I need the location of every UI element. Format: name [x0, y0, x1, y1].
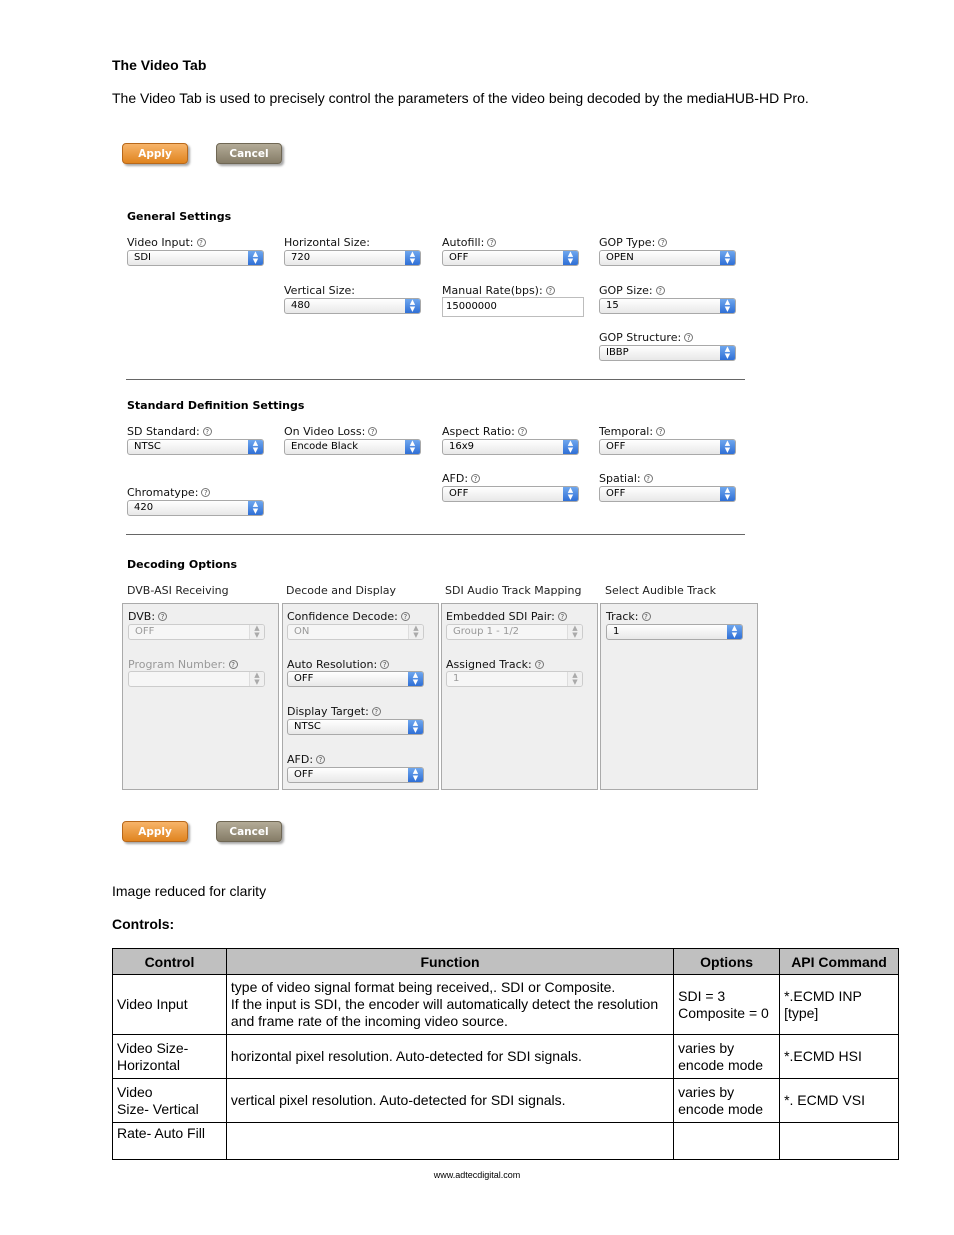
column-select-audible-track: Select Audible Track — [605, 584, 717, 597]
program-number-label: Program Number: ? — [128, 658, 238, 671]
help-icon[interactable]: ? — [229, 660, 238, 669]
gop-type-select[interactable]: OPEN ▲ ▼ — [599, 250, 736, 266]
table-row — [113, 1123, 899, 1160]
general-settings-title: General Settings — [127, 210, 232, 223]
program-number-select[interactable] — [128, 671, 265, 687]
dvb-label: DVB: ? — [128, 610, 167, 623]
cancel-button-top[interactable]: Cancel — [216, 143, 282, 164]
assigned-track-label: Assigned Track: ? — [446, 658, 544, 671]
table-cell: vertical pixel resolution. Auto-detected for SDI signals. — [226, 1079, 673, 1123]
help-icon[interactable]: ? — [372, 707, 381, 716]
header-api-command: API Command — [780, 949, 899, 975]
chromatype-select[interactable]: 420 ▲ ▼ — [127, 500, 264, 516]
help-icon[interactable]: ? — [684, 333, 693, 342]
divider — [126, 379, 745, 380]
updown-arrows-icon: ▲ ▼ — [720, 346, 735, 360]
apply-button-top[interactable]: Apply — [122, 143, 188, 164]
updown-arrows-icon: ▲ ▼ — [249, 625, 264, 639]
updown-arrows-icon: ▲ ▼ — [408, 720, 423, 734]
table-cell: Video Input — [113, 975, 227, 1035]
on-video-loss-label: On Video Loss: ? — [284, 425, 377, 438]
embedded-sdi-pair-label: Embedded SDI Pair: ? — [446, 610, 567, 623]
table-cell: SDI = 3 Composite = 0 — [674, 975, 780, 1035]
table-cell — [674, 1123, 780, 1160]
table-cell: varies by encode mode — [674, 1079, 780, 1123]
help-icon[interactable]: ? — [546, 286, 555, 295]
help-icon[interactable]: ? — [158, 612, 167, 621]
help-icon[interactable]: ? — [368, 427, 377, 436]
sd-settings-title: Standard Definition Settings — [127, 399, 305, 412]
cancel-button-bottom[interactable]: Cancel — [216, 821, 282, 842]
table-row — [113, 1035, 899, 1079]
display-target-select[interactable]: NTSC ▲ ▼ — [287, 719, 424, 735]
help-icon[interactable]: ? — [558, 612, 567, 621]
help-icon[interactable]: ? — [658, 238, 667, 247]
temporal-label: Temporal: ? — [599, 425, 665, 438]
decode-afd-select[interactable]: OFF ▲ ▼ — [287, 767, 424, 783]
track-label: Track: ? — [606, 610, 651, 623]
table-cell: *.ECMD INP [type] — [780, 975, 899, 1035]
table-cell — [780, 1123, 899, 1160]
table-cell: Video Size- Horizontal — [113, 1035, 227, 1079]
sd-standard-select[interactable]: NTSC ▲ ▼ — [127, 439, 264, 455]
assigned-track-select[interactable]: 1 ▲ ▼ — [446, 671, 583, 687]
help-icon[interactable]: ? — [401, 612, 410, 621]
controls-heading: Controls: — [112, 916, 175, 932]
table-row — [113, 1079, 899, 1123]
help-icon[interactable]: ? — [203, 427, 212, 436]
updown-arrows-icon: ▲ ▼ — [720, 251, 735, 265]
updown-arrows-icon: ▲ ▼ — [727, 625, 742, 639]
confidence-decode-select[interactable]: ON ▲ ▼ — [287, 624, 424, 640]
divider — [126, 534, 745, 535]
help-icon[interactable]: ? — [518, 427, 527, 436]
gop-structure-label: GOP Structure: ? — [599, 331, 693, 344]
footer-url: www.adtecdigital.com — [433, 1170, 521, 1180]
help-icon[interactable]: ? — [535, 660, 544, 669]
help-icon[interactable]: ? — [201, 488, 210, 497]
table-cell: varies by encode mode — [674, 1035, 780, 1079]
gop-type-label: GOP Type: ? — [599, 236, 667, 249]
intro-text: The Video Tab is used to precisely control the parameters of the video being decoded by the mediaHUB-HD Pro. — [112, 90, 809, 106]
updown-arrows-icon: ▲ ▼ — [248, 251, 263, 265]
manual-rate-label: Manual Rate(bps): ? — [442, 284, 555, 297]
help-icon[interactable]: ? — [380, 660, 389, 669]
auto-resolution-label: Auto Resolution: ? — [287, 658, 389, 671]
track-select[interactable]: 1 ▲ ▼ — [606, 624, 743, 640]
decode-afd-label: AFD: ? — [287, 753, 325, 766]
display-target-label: Display Target: ? — [287, 705, 381, 718]
help-icon[interactable]: ? — [656, 427, 665, 436]
updown-arrows-icon: ▲ ▼ — [720, 440, 735, 454]
chromatype-label: Chromatype: ? — [127, 486, 210, 499]
vertical-size-label: Vertical Size: — [284, 284, 355, 297]
updown-arrows-icon: ▲ ▼ — [567, 672, 582, 686]
aspect-ratio-label: Aspect Ratio: ? — [442, 425, 527, 438]
on-video-loss-select[interactable]: Encode Black ▲ ▼ — [284, 439, 421, 455]
updown-arrows-icon: ▲ ▼ — [567, 625, 582, 639]
apply-button-bottom[interactable]: Apply — [122, 821, 188, 842]
column-dvb-asi-receiving: DVB-ASI Receiving — [127, 584, 229, 597]
table-cell: Rate- Auto Fill — [113, 1123, 227, 1160]
header-function: Function — [226, 949, 673, 975]
gop-structure-select[interactable]: IBBP ▲ ▼ — [599, 345, 736, 361]
controls-table — [112, 948, 899, 1160]
dvb-select[interactable]: OFF ▲ ▼ — [128, 624, 265, 640]
gop-size-label: GOP Size: ? — [599, 284, 665, 297]
help-icon[interactable]: ? — [487, 238, 496, 247]
manual-rate-input[interactable]: 15000000 — [442, 297, 584, 317]
sd-standard-label: SD Standard: ? — [127, 425, 212, 438]
autofill-select[interactable]: OFF ▲ ▼ — [442, 250, 579, 266]
table-cell: Video Size- Vertical — [113, 1079, 227, 1123]
updown-arrows-icon: ▲ ▼ — [405, 251, 420, 265]
updown-arrows-icon: ▲ ▼ — [720, 299, 735, 313]
horizontal-size-select[interactable]: 720 ▲ ▼ — [284, 250, 421, 266]
aspect-ratio-select[interactable]: 16x9 ▲ ▼ — [442, 439, 579, 455]
horizontal-size-label: Horizontal Size: — [284, 236, 370, 249]
column-decode-and-display: Decode and Display — [286, 584, 396, 597]
updown-arrows-icon: ▲ ▼ — [720, 487, 735, 501]
video-input-select[interactable]: SDI ▲ ▼ — [127, 250, 264, 266]
table-cell: *. ECMD VSI — [780, 1079, 899, 1123]
vertical-size-select[interactable]: 480 ▲ ▼ — [284, 298, 421, 314]
sd-afd-select[interactable]: OFF ▲ ▼ — [442, 486, 579, 502]
auto-resolution-select[interactable]: OFF ▲ ▼ — [287, 671, 424, 687]
updown-arrows-icon: ▲ ▼ — [248, 440, 263, 454]
video-input-label: Video Input: ? — [127, 236, 206, 249]
page-title: The Video Tab — [112, 57, 207, 73]
updown-arrows-icon: ▲ ▼ — [408, 672, 423, 686]
help-icon[interactable]: ? — [642, 612, 651, 621]
updown-arrows-icon: ▲ ▼ — [405, 440, 420, 454]
table-row — [113, 975, 899, 1035]
spatial-select[interactable]: OFF ▲ ▼ — [599, 486, 736, 502]
table-header-row — [113, 949, 899, 975]
help-icon[interactable]: ? — [644, 474, 653, 483]
help-icon[interactable]: ? — [471, 474, 480, 483]
embedded-sdi-pair-select[interactable]: Group 1 - 1/2 ▲ ▼ — [446, 624, 583, 640]
updown-arrows-icon: ▲ ▼ — [563, 487, 578, 501]
temporal-select[interactable]: OFF ▲ ▼ — [599, 439, 736, 455]
updown-arrows-icon: ▲ ▼ — [249, 672, 264, 686]
header-options: Options — [674, 949, 780, 975]
updown-arrows-icon: ▲ ▼ — [408, 768, 423, 782]
decoding-options-title: Decoding Options — [127, 558, 238, 571]
column-sdi-audio-track-mapping: SDI Audio Track Mapping — [445, 584, 582, 597]
updown-arrows-icon: ▲ ▼ — [563, 251, 578, 265]
header-control: Control — [113, 949, 227, 975]
help-icon[interactable]: ? — [656, 286, 665, 295]
spatial-label: Spatial: ? — [599, 472, 653, 485]
updown-arrows-icon: ▲ ▼ — [563, 440, 578, 454]
updown-arrows-icon: ▲ ▼ — [408, 625, 423, 639]
table-cell: *.ECMD HSI — [780, 1035, 899, 1079]
help-icon[interactable]: ? — [197, 238, 206, 247]
sd-afd-label: AFD: ? — [442, 472, 480, 485]
table-cell — [226, 1123, 673, 1160]
table-cell: type of video signal format being received,. SDI or Composite. If the input is SDI, the encoder will automatically detect the resolution and frame rate of the incoming video source. — [226, 975, 673, 1035]
updown-arrows-icon: ▲ ▼ — [405, 299, 420, 313]
gop-size-select[interactable]: 15 ▲ ▼ — [599, 298, 736, 314]
updown-arrows-icon: ▲ ▼ — [248, 501, 263, 515]
confidence-decode-label: Confidence Decode: ? — [287, 610, 410, 623]
table-cell: horizontal pixel resolution. Auto-detected for SDI signals. — [226, 1035, 673, 1079]
image-caption: Image reduced for clarity — [112, 883, 267, 899]
autofill-label: Autofill: ? — [442, 236, 496, 249]
help-icon[interactable]: ? — [316, 755, 325, 764]
